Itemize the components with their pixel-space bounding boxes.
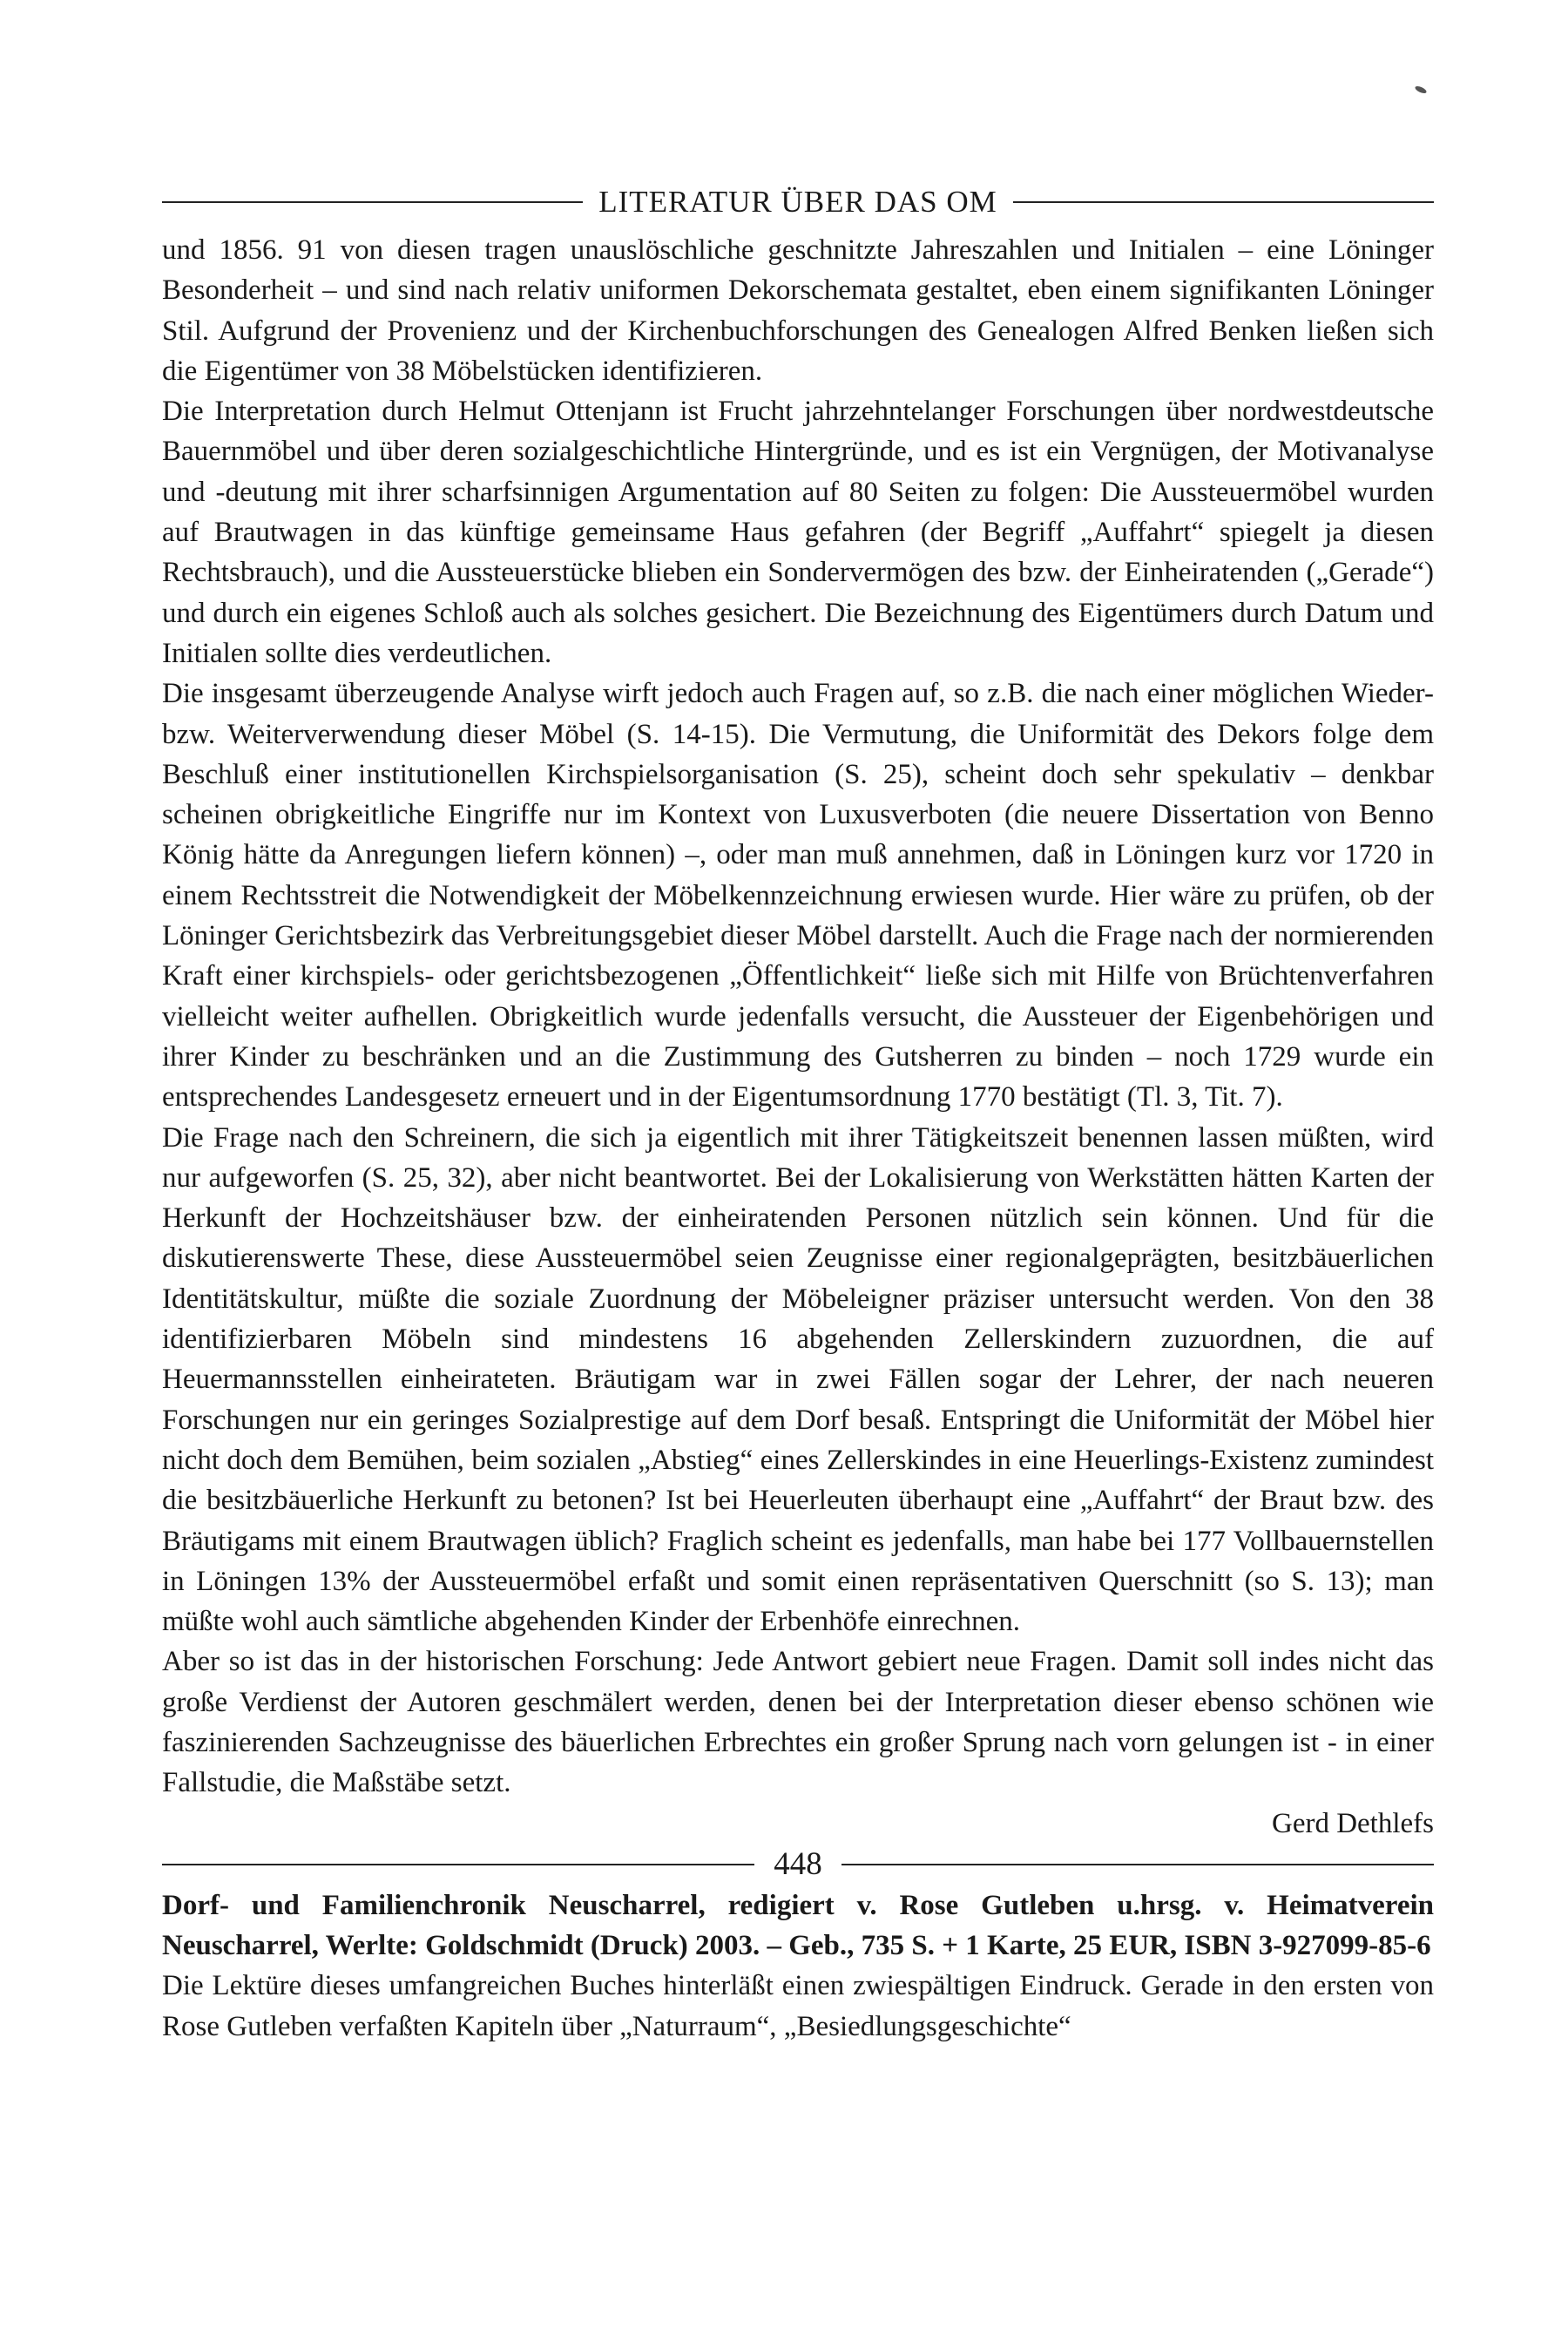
page-content — [162, 183, 1434, 2047]
paragraph: und 1856. 91 von diesen tragen unauslöschliche geschnitzte Jahreszahlen und Initialen – eine Löninger Besonderheit – und sind nach relativ uniformen Dekorschemata gestaltet, eben einem signifikanten Löninger Stil. Aufgrund der Provenienz und der Kirchenbuchforschungen des Genealogen Alfred Benken ließen sich die Eigentümer von 38 Möbelstücken identifizieren. — [162, 234, 1434, 387]
paragraph: Die insgesamt überzeugende Analyse wirft jedoch auch Fragen auf, so z.B. die nach einer möglichen Wieder- bzw. Weiterverwendung dieser Möbel (S. 14-15). Die Vermutung, die Uniformität des Dekors folge dem Beschluß einer institutionellen Kirchspielsorganisation (S. 25), scheint doch sehr spekulativ – denkbar scheinen obrigkeitliche Eingriffe nur im Kontext von Luxusverboten (die neuere Dissertation von Benno König hätte da Anregungen liefern können) –, oder man muß annehmen, daß in Löningen kurz vor 1720 in einem Rechtsstreit die Notwendigkeit der Möbelkennzeichnung erwiesen wurde. Hier wäre zu prüfen, ob der Löninger Gerichtsbezirk das Verbreitungsgebiet dieser Möbel darstellt. Auch die Frage nach der normierenden Kraft einer kirchspiels- oder gerichtsbezogenen „Öffentlichkeit“ ließe sich mit Hilfe von Brüchtenverfahren vielleicht weiter aufhellen. Obrigkeitlich wurde jedenfalls versucht, die Aussteuer der Eigenbehörigen und ihrer Kinder zu beschränken und an die Zustimmung des Gutsherren zu binden – noch 1729 wurde ein entsprechendes Landesgesetz erneuert und in der Eigentumsordnung 1770 bestätigt (Tl. 3, Tit. 7). — [162, 678, 1434, 1114]
paragraph: Aber so ist das in der historischen Forschung: Jede Antwort gebiert neue Fragen. Damit soll indes nicht das große Verdienst der Autoren geschmälert werden, denen bei der Interpretation dieser ebenso schönen wie faszinierenden Sachzeugnisse des bäuerlichen Erbrechtes ein großer Sprung nach vorn gelungen ist - in einer Fallstudie, die Maßstäbe setzt. — [162, 1646, 1434, 1799]
review-signature: Gerd Dethlefs — [1271, 1807, 1434, 1839]
page-number: 448 — [774, 1846, 822, 1882]
header-rule-left — [162, 201, 583, 203]
scan-mark — [1414, 85, 1427, 94]
paragraph: Die Interpretation durch Helmut Ottenjann ist Frucht jahrzehntelanger Forschungen über nordwestdeutsche Bauernmöbel und über deren sozialgeschichtliche Hintergründe, und es ist ein Vergnügen, der Motivanalyse und -deutung mit ihrer scharfsinnigen Argumentation auf 80 Seiten zu folgen: Die Aussteuermöbel wurden auf Brautwagen in das künftige gemeinsame Haus gefahren (der Begriff „Auffahrt“ spiegelt ja diesen Rechtsbrauch), und die Aussteuerstücke blieben ein Sondervermögen des bzw. der Einheiratenden („Gerade“) und durch ein eigenes Schloß auch als solches gesichert. Die Bezeichnung des Eigentümers durch Datum und Initialen sollte dies verdeutlichen. — [162, 396, 1434, 669]
page-footer — [162, 1845, 1434, 1883]
running-header — [162, 183, 1434, 221]
review-1-body — [162, 230, 1434, 1804]
header-rule-right — [1013, 201, 1434, 203]
paragraph: Die Frage nach den Schreinern, die sich ja eigentlich mit ihrer Tätigkeitszeit benennen lassen müßten, wird nur aufgeworfen (S. 25, 32), aber nicht beantwortet. Bei der Lokalisierung von Werkstätten hätten Karten der Herkunft der Hochzeitshäuser bzw. der einheiratenden Personen nützlich sein können. Und für die diskutierenswerte These, diese Aussteuermöbel seien Zeugnisse einer regionalgeprägten, besitzbäuerlichen Identitätskultur, müßte die soziale Zuordnung der Möbeleigner präziser untersucht werden. Von den 38 identifizierbaren Möbeln sind mindestens 16 abgehenden Zellerskindern zuzuordnen, die auf Heuermannsstellen einheirateten. Bräutigam war in zwei Fällen sogar der Lehrer, der nach neueren Forschungen nur ein geringes Sozialprestige auf dem Dorf besaß. Entspringt die Uniformität der Möbel hier nicht doch dem Bemühen, beim sozialen „Abstieg“ eines Zellerskindes in eine Heuerlings-Existenz zumindest die besitzbäuerliche Herkunft zu betonen? Ist bei Heuerleuten überhaupt eine „Auffahrt“ der Braut bzw. des Bräutigams mit einem Brautwagen üblich? Fraglich scheint es jedenfalls, man habe bei 177 Vollbauernstellen in Löningen 13% der Aussteuermöbel erfaßt und somit einen repräsentativen Querschnitt (so S. 13); man müßte wohl auch sämtliche abgehenden Kinder der Erbenhöfe einrechnen. — [162, 1121, 1434, 1638]
running-title: LITERATUR ÜBER DAS OM — [598, 185, 997, 219]
paragraph: Die Lektüre dieses umfangreichen Buches hinterläßt einen zwiespältigen Eindruck. Gerade in den ersten von Rose Gutleben verfaßten Kapiteln über „Naturraum“, „Besiedlungsgeschichte“ — [162, 1970, 1434, 2042]
review-2-body — [162, 1966, 1434, 2047]
footer-rule-right — [841, 1864, 1434, 1865]
footer-rule-left — [162, 1864, 754, 1865]
review-2-heading: Dorf- und Familienchronik Neuscharrel, redigiert v. Rose Gutleben u.hrsg. v. Heimatverein Neuscharrel, Werlte: Goldschmidt (Druck) 2003. – Geb., 735 S. + 1 Karte, 25 EUR, ISBN 3-927099-85-6 — [162, 1889, 1434, 1962]
